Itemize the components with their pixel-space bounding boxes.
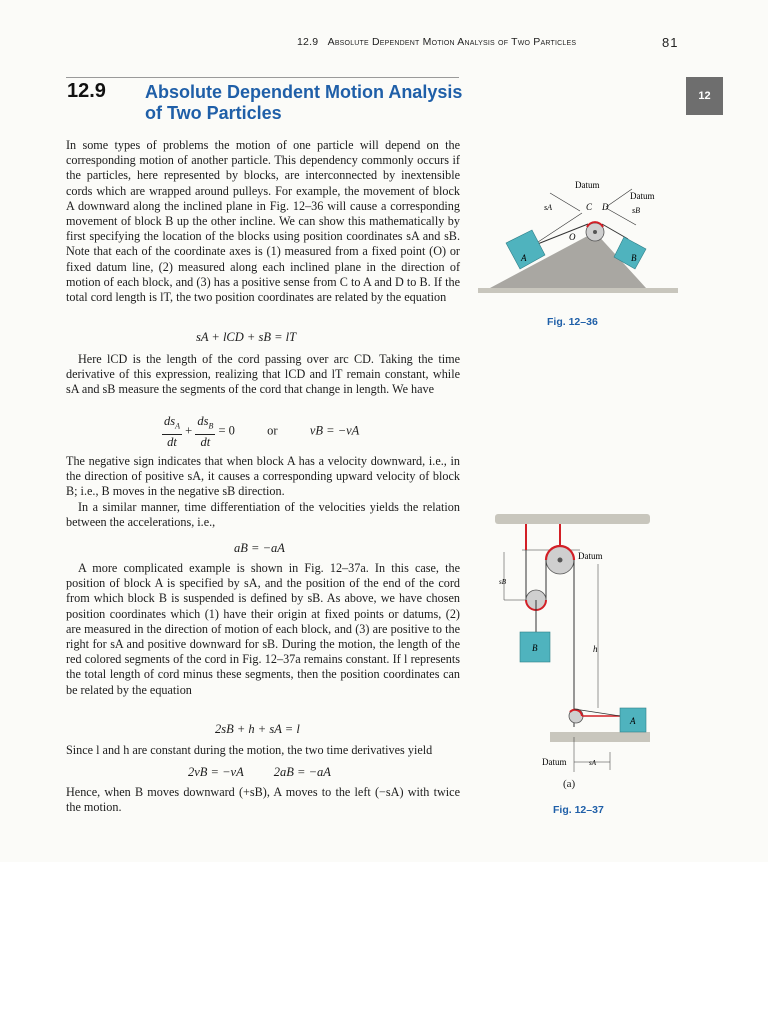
ground bbox=[478, 288, 678, 293]
label-datum-bottom: Datum bbox=[542, 757, 567, 767]
section-title: Absolute Dependent Motion Analysis of Two Particles bbox=[145, 82, 463, 123]
label-C: C bbox=[586, 202, 593, 212]
paragraph-text: In a similar manner, time differentiation of the velocities yields the relation between the accelerations, i.e., bbox=[66, 499, 460, 529]
body-paragraph-1 bbox=[66, 138, 460, 305]
figure-12-36 bbox=[478, 175, 678, 300]
chapter-tab bbox=[686, 77, 723, 115]
ceiling bbox=[495, 514, 650, 524]
figure-12-37-subcaption: (a) bbox=[563, 778, 576, 790]
top-pulley-hub bbox=[558, 558, 563, 563]
paragraph-text: A more complicated example is shown in Fig. 12–37a. In this case, the position of block A is specified by sA, and the position of the end of the cord from which block B is suspended is defined by sB. As above, we have chosen position coordinates which (1) have their origin at fixed points or datums, (2) are measured in the direction of motion of each block, and (3) are positive to the right for sA and positive downward for sB. During the motion, the length of the red colored segments of the cord in Fig. 12–37a remains constant. If l represents the total length of cord minus these segments, then the position coordinates can be related by the equation bbox=[66, 561, 460, 697]
paragraph-text: Here lCD is the length of the cord passing over arc CD. Taking the time derivative of this expression, realizing that lCD and lT remain constant, while sA and sB measure the segments of the cord that change in length. We have bbox=[66, 352, 460, 397]
label-sB: sB bbox=[632, 206, 640, 215]
equation-2vB: 2vB = −vA bbox=[188, 765, 244, 779]
fraction-dsB-dt: $\frac{ds_B}{dt}$ bbox=[197, 414, 214, 449]
figure-12-36-caption: Fig. 12–36 bbox=[547, 316, 598, 328]
label-A: A bbox=[521, 253, 527, 263]
running-head bbox=[297, 36, 576, 48]
datum-line-left bbox=[550, 193, 580, 211]
label-datum-right: Datum bbox=[630, 191, 655, 201]
section-number: 12.9 bbox=[67, 80, 106, 102]
figure-12-37a bbox=[490, 512, 660, 772]
equation-derivatives bbox=[188, 765, 331, 780]
equation-position-sum: sA + lCD + sB = lT bbox=[196, 330, 297, 344]
body-paragraph-7 bbox=[66, 785, 460, 815]
running-head-section: 12.9 bbox=[297, 36, 319, 48]
label-datum-top: Datum bbox=[578, 551, 603, 561]
figure-12-37-caption: Fig. 12–37 bbox=[553, 804, 604, 816]
body-paragraph-3 bbox=[66, 454, 460, 530]
running-head-title: Absolute Dependent Motion Analysis of Two Particles bbox=[327, 36, 577, 48]
label-D: D bbox=[602, 202, 609, 212]
body-paragraph-2 bbox=[66, 352, 460, 398]
label-datum-left: Datum bbox=[575, 180, 600, 190]
equation-2aB: 2aB = −aA bbox=[273, 765, 331, 779]
fraction-dsA-dt: $\frac{ds_A}{dt}$ bbox=[164, 414, 181, 449]
body-paragraph-5 bbox=[66, 561, 460, 698]
label-sA: sA bbox=[544, 203, 552, 212]
equation-acceleration: aB = −aA bbox=[234, 541, 285, 555]
body-paragraph-6 bbox=[66, 743, 460, 758]
paragraph-text: The negative sign indicates that when block A has a velocity downward, i.e., in the direction of positive sA, it causes a corresponding upward velocity of block B; i.e., B moves in the negative sB direction. bbox=[66, 454, 460, 499]
page-number: 81 bbox=[662, 35, 679, 50]
equation-zero: = 0 bbox=[218, 423, 235, 438]
label-A: A bbox=[630, 716, 636, 726]
equation-vB: vB = −vA bbox=[309, 423, 360, 438]
pulley-hub bbox=[593, 230, 597, 234]
label-B: B bbox=[532, 643, 538, 653]
chapter-tab-label: 12 bbox=[698, 90, 711, 102]
equation-cord-length: 2sB + h + sA = l bbox=[215, 722, 300, 736]
label-sA: sA bbox=[589, 759, 596, 767]
datum-line-right bbox=[606, 189, 632, 207]
equation-or: or bbox=[267, 423, 278, 438]
equation-velocity: $\frac{ds_A}{dt}$ + $\frac{ds_B}{dt}$ = 0 or vB = −vA bbox=[164, 414, 360, 449]
floor bbox=[550, 732, 650, 742]
label-h: h bbox=[593, 644, 598, 654]
paragraph-text: Hence, when B moves downward (+sB), A moves to the left (−sA) with twice the motion. bbox=[66, 785, 460, 815]
label-B: B bbox=[631, 253, 637, 263]
section-rule bbox=[66, 77, 459, 78]
label-O: O bbox=[569, 232, 576, 242]
paragraph-text: In some types of problems the motion of one particle will depend on the corresponding motion of another particle. This dependency commonly occurs if the particles, here represented by blocks, are interconnected by inextensible cords which are wrapped around pulleys. For example, the movement of block A downward along the inclined plane in Fig. 12–36 will cause a corresponding movement of block B up the other incline. We can show this mathematically by first specifying the location of the blocks using position coordinates sA and sB. Note that each of the coordinate axes is (1) measured from a fixed point (O) or fixed datum line, (2) measured along each inclined plane in the direction of motion of each block, and (3) has a positive sense from C to A and D to B. If the total cord length is lT, the two position coordinates are related by the equation bbox=[66, 138, 460, 305]
label-sB: sB bbox=[499, 578, 506, 586]
paragraph-text: Since l and h are constant during the motion, the two time derivatives yield bbox=[66, 743, 433, 757]
